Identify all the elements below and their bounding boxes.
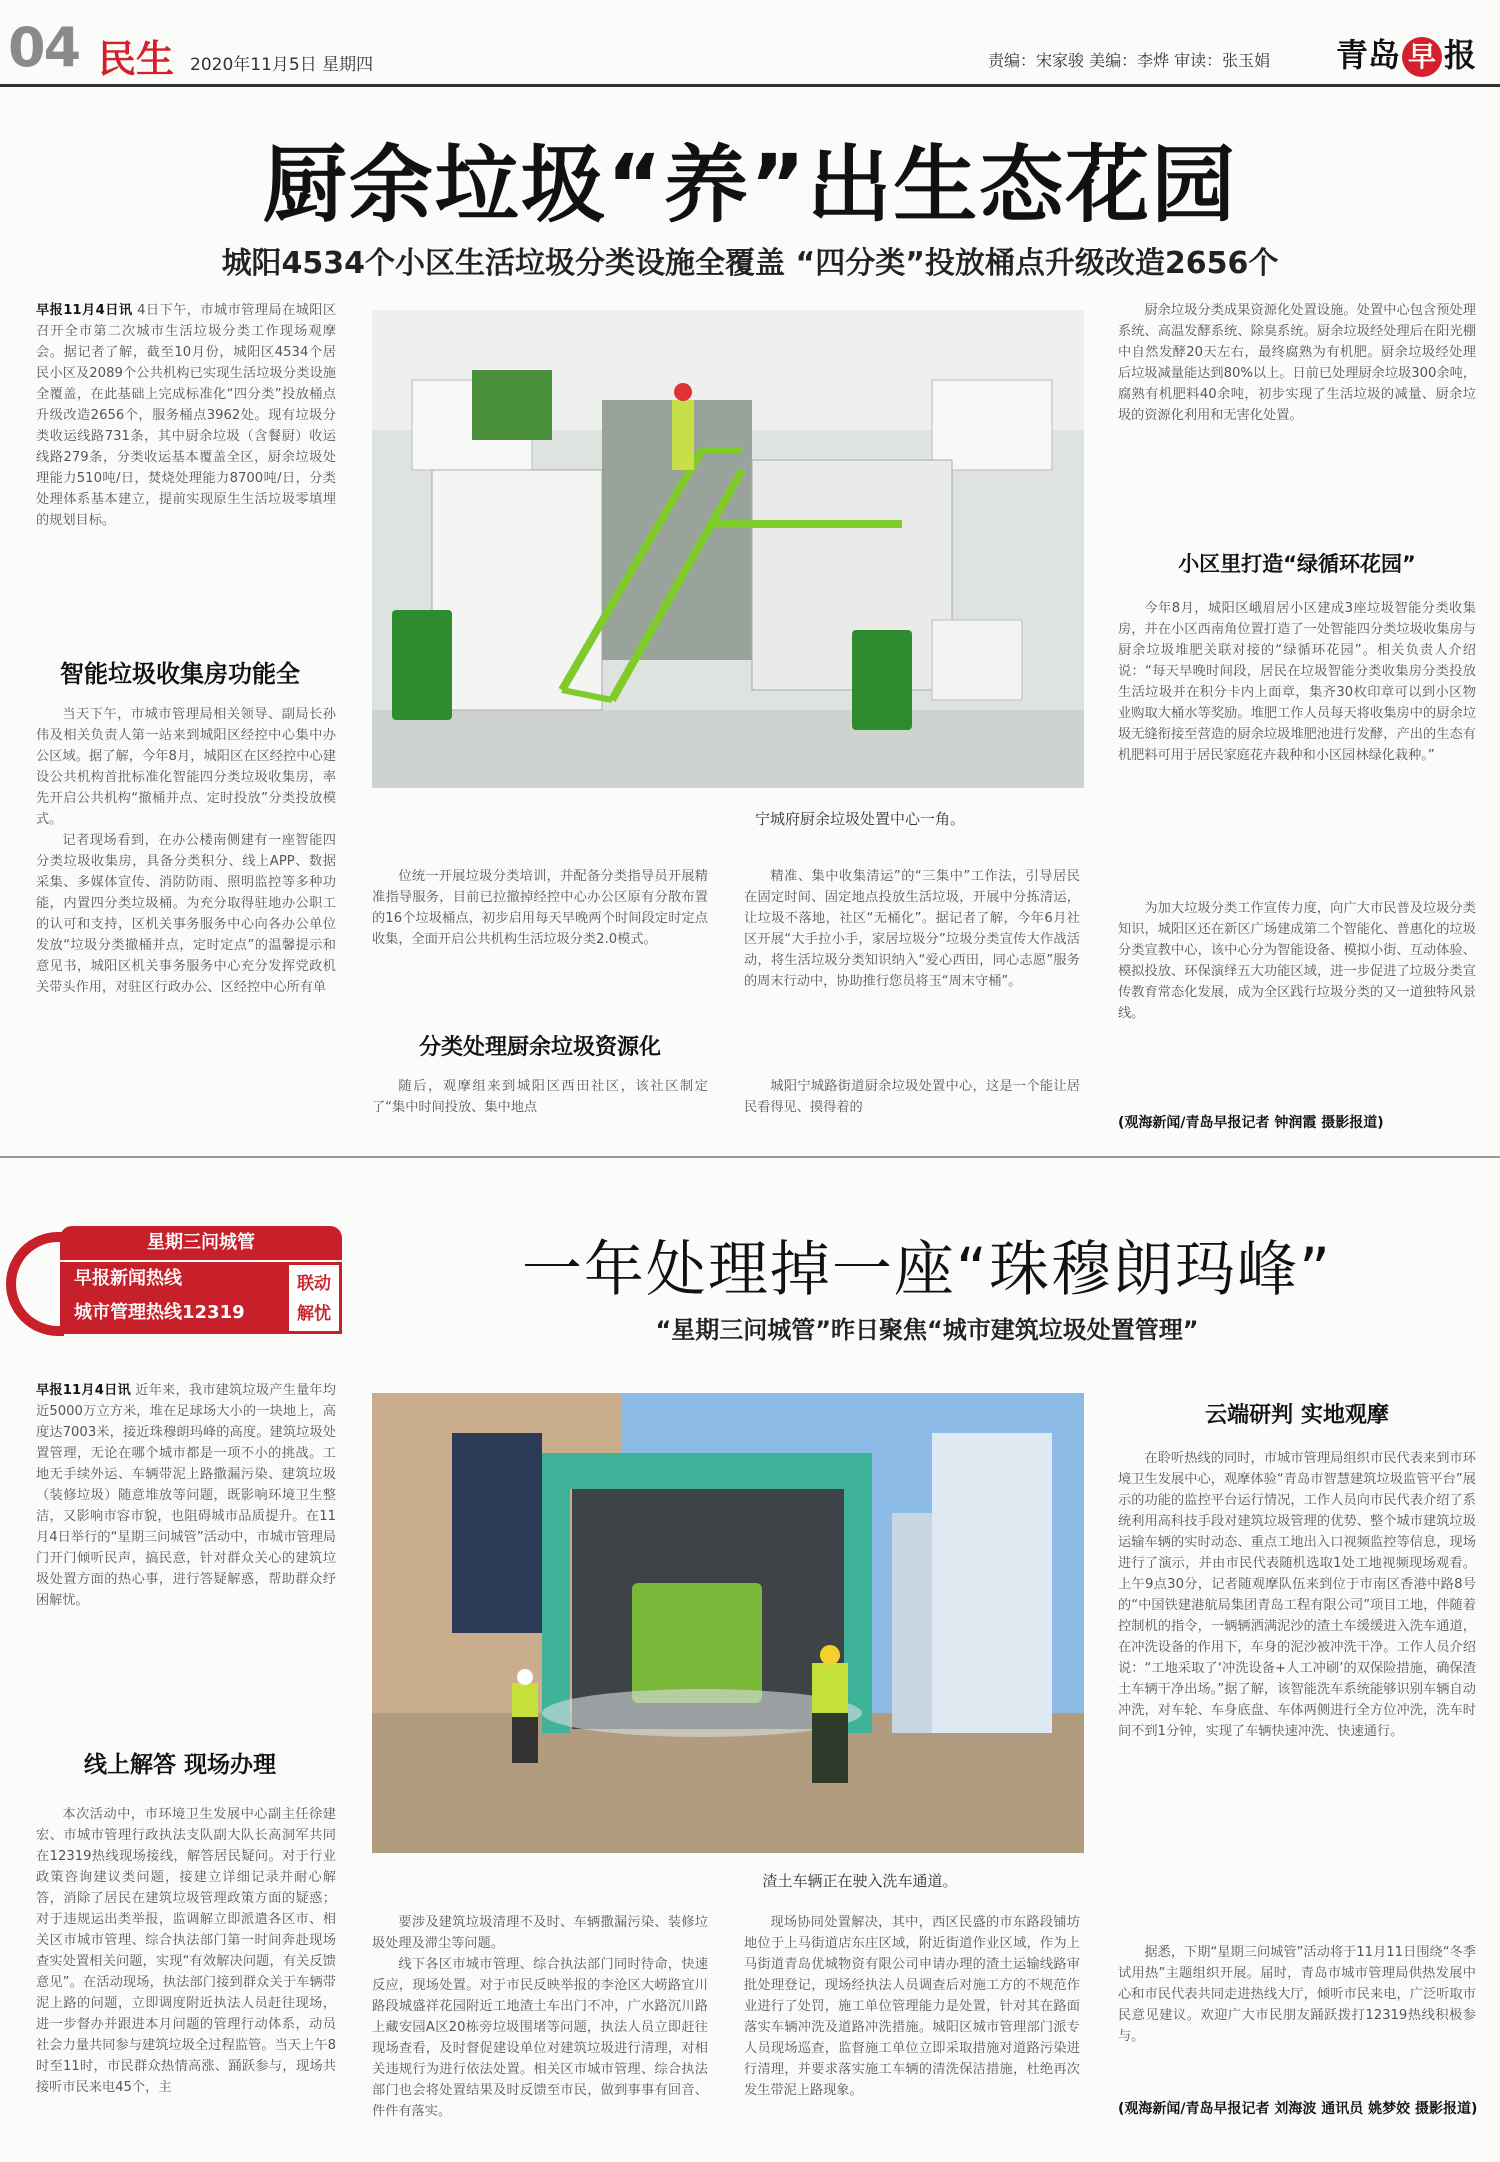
article1-col4-body1: 厨余垃圾分类成果资源化处置设施。处置中心包含预处理系统、高温发酵系统、除臭系统。厨余垃圾经处理后在阳光棚中自然发酵20天左右，最终腐熟为有机肥。厨余垃圾经处理后垃圾减量能达到80%以上。日前已处理厨余垃圾300余吨，腐熟有机肥料40余吨，初步实现了生活垃圾的减量、厨余垃圾的资源化利用和无害化处置。 <box>1118 303 1476 423</box>
badge-side-label: 联动 解忧 <box>286 1262 342 1334</box>
article2-col3-body: 现场协同处置解决，其中，西区民盛的市东路段铺坊地位于上马街道店东庄区域，附近街道作业区域，作为上马街道青岛优城物资有限公司申请办理的渣土运输线路审批处理登记，现场经执法人员调查后对施工方的不规范作业进行了处罚，施工单位管理能力是处置，针对其在路面落实车辆冲洗及道路冲洗措施。城阳区城市管理部门派专人员现场巡查，监督施工单位立即采取措施对道路污染进行清理，并要求落实施工车辆的清洗保洁措施，杜绝再次发生带泥上路现象。 <box>744 1915 1080 2098</box>
page-number: 04 <box>8 16 80 79</box>
article2-col4-body: 在聆听热线的同时，市城市管理局组织市民代表来到市环境卫生发展中心，观摩体验“青岛市智慧建筑垃圾监管平台”展示的功能的监控平台运行情况，工作人员向市民代表介绍了系统利用高科技手段对建筑垃圾管理的优势、整个城市建筑垃圾运输车辆的实时动态、重点工地出入口视频监控等信息，现场进行了演示，并由市民代表随机选取1处工地视频现场观看。上午9点30分，记者随观摩队伍来到位于市南区香港中路8号的“中国铁建港航局集团青岛工程有限公司”项目工地，伴随着控制机的指令，一辆辆洒满泥沙的渣土车缓缓进入洗车通道，在冲洗设备的作用下，车身的泥沙被冲洗干净。工作人员介绍说：“工地采取了‘冲洗设备+人工冲刷’的双保险措施，确保渣土车辆干净出场。”据了解，该智能洗车系统能够识别车辆自动冲洗，对车轮、车身底盘、车体两侧进行全方位冲洗，洗车时间不到1分钟，实现了车辆快速冲洗、快速通行。 <box>1118 1451 1476 1739</box>
article2-subheadline: “星期三问城管”昨日聚焦“城市建筑垃圾处置管理” <box>655 1316 1199 1344</box>
article1-col4-body2: 今年8月，城阳区峨眉居小区建成3座垃圾智能分类收集房，并在小区西南角位置打造了一处智能四分类垃圾收集房与厨余垃圾堆肥关联对接的“绿循环花园”。相关负责人介绍说：“每天早晚时间段，居民在垃圾智能分类收集房分类投放生活垃圾并在积分卡内上面章，集齐30枚印章可以到小区物业购取大桶水等奖励。堆肥工作人员每天将收集房中的厨余垃圾无缝衔接至营造的厨余垃圾堆肥池进行发酵，产出的生态有机肥料可用于居民家庭花卉栽种和小区园林绿化栽种。” <box>1118 601 1476 763</box>
article1-col1-subhead: 智能垃圾收集房功能全 <box>60 660 300 688</box>
article2-col4-subhead: 云端研判 实地观摩 <box>1205 1403 1389 1428</box>
article2-credit: (观海新闻/青岛早报记者 刘海波 通讯员 姚梦姣 摄影报道) <box>1118 2101 1478 2117</box>
badge-title: 星期三问城管 <box>60 1226 342 1260</box>
waste-facility-photo <box>372 310 1084 788</box>
article1-col1-lead: 早报11月4日讯 4日下午，市城市管理局在城阳区召开全市第二次城市生活垃圾分类工作现场观摩会。据记者了解，截至10月份，城阳区4534个居民小区及2089个公共机构已实现生活垃圾分类设施全覆盖，在此基础上完成标准化“四分类”投放桶点升级改造2656个，服务桶点3962处。现有垃圾分类收运线路731条，其中厨余垃圾（含餐厨）收运线路279条，分类收运基本覆盖全区，厨余垃圾处理能力510吨/日，焚烧处理能力8700吨/日，分类处理体系基本建立，提前实现原生生活垃圾零填埋的规划目标。 <box>36 303 336 528</box>
article2-col1-body: 本次活动中，市环境卫生发展中心副主任徐建宏、市城市管理行政执法支队副大队长高洞军共同在12319热线现场接线，解答居民疑问。对于行业政策咨询建议类问题，接建立详细记录并耐心解答，消除了居民在建筑垃圾管理政策方面的疑惑；对于违规运出类举报，监调解立即派遣各区市、相关区市城市管理、综合执法部门第一时间奔赴现场查实处置相关问题，实现“有效解决问题，有关反馈意见”。在活动现场，执法部门接到群众关于车辆带泥上路的问题，立即调度附近执法人员赶往现场，进一步督办并跟进本月问题的管理行动体系，动员社会力量共同参与建筑垃圾全过程监管。当天上午8时至11时，市民群众热情高涨、踊跃参与，现场共接听市民来电45个，主 <box>36 1807 336 2095</box>
article2-col1-subhead: 线上解答 现场办理 <box>83 1752 276 1778</box>
article1-col2-body2: 随后，观摩组来到城阳区西田社区，该社区制定了“集中时间投放、集中地点 <box>372 1079 708 1115</box>
article1-col1-body: 当天下午，市城市管理局相关领导、副局长孙伟及相关负责人第一站来到城阳区经控中心集中办公区域。据了解，今年8月，城阳区在区经控中心建设公共机构首批标准化智能四分类垃圾收集房，率先开启公共机构“撤桶并点、定时投放”分类投放模式。 记者现场看到，在办公楼南侧建有一座智能四分类垃圾收集房，具备分类积分、线上APP、数据采集、多媒体宣传、消防防雨、照明监控等多种功能，内置四分类垃圾桶。为充分取得驻地办公职工的认可和支持，区机关事务服务中心向各办公单位发放“垃圾分类撤桶并点，定时定点”的温馨提示和意见书，城阳区机关事务服务中心充分发挥党政机关带头作用，对驻区行政办公、区经控中心所有单 <box>36 707 336 995</box>
article1-col3-body2: 城阳宁城路街道厨余垃圾处置中心，这是一个能让居民看得见、摸得着的 <box>744 1079 1080 1115</box>
article-divider <box>0 1156 1500 1158</box>
phone-icon <box>6 1232 64 1336</box>
photo1-caption: 宁城府厨余垃圾处置中心一角。 <box>754 810 965 828</box>
article2-col2-body: 要涉及建筑垃圾清理不及时、车辆撒漏污染、装修垃圾处理及滞尘等问题。 线下各区市城市管理、综合执法部门同时待命，快速反应，现场处置。对于市民反映举报的李沧区大崂路宜川路段城盛祥花园附近工地渣土车出门不冲，广水路沉川路上藏安园A区20栋旁垃圾围堵等问题，执法人员立即赶往现场查看，及时督促建设单位对建筑垃圾进行清理，对相关违规行为进行依法处置。相关区市城市管理、综合执法部门也会将处置结果及时反馈至市民，做到事事有回音、件件有落实。 <box>372 1915 708 2119</box>
truck-wash-photo <box>372 1393 1084 1853</box>
logo-circle: 早 <box>1402 37 1442 77</box>
article1-col3-body: 精准、集中收集清运”的“三集中”工作法，引导居民在固定时间、固定地点投放生活垃圾，开展中分拣清运，让垃圾不落地，社区“无桶化”。据记者了解，今年6月社区开展“大手拉小手，家居垃圾分”垃圾分类宣传大作战活动，将生活垃圾分类知识纳入“爱心西田，同心志愿”服务的周末行动中，协助推行您员将玉“周末守桶”。 <box>744 869 1080 989</box>
masthead-rule <box>0 84 1500 87</box>
article1-col2-subhead: 分类处理厨余垃圾资源化 <box>418 1035 661 1060</box>
editor-credits: 责编：宋家骏 美编：李烨 审读：张玉娟 <box>988 51 1271 70</box>
article1-col4-subhead: 小区里打造“绿循环花园” <box>1178 552 1416 576</box>
photo2-caption: 渣土车辆正在驶入洗车通道。 <box>762 1872 958 1890</box>
article1-credit: (观海新闻/青岛早报记者 钟润霞 摄影报道) <box>1118 1115 1384 1131</box>
article1-subheadline: 城阳4534个小区生活垃圾分类设施全覆盖 “四分类”投放桶点升级改造2656个 <box>221 246 1279 281</box>
issue-date: 2020年11月5日 星期四 <box>190 55 374 75</box>
article2-col4-body2: 据悉，下期“星期三问城管”活动将于11月11日围绕“冬季试用热”主题组织开展。届时，青岛市城市管理局供热发展中心和市民代表共同走进热线大厅，倾听市民来电，广泛听取市民意见建议。欢迎广大市民朋友踊跃拨打12319热线积极参与。 <box>1118 1945 1476 2044</box>
article2-col1-lead: 早报11月4日讯 近年来，我市建筑垃圾产生量年均近5000万立方米，堆在足球场大小的一块地上，高度达7003米，接近珠穆朗玛峰的高度。建筑垃圾处置管理，无论在哪个城市都是一项不小的挑战。工地无手续外运、车辆带泥上路撒漏污染、建筑垃圾（装修垃圾）随意堆放等问题，既影响环境卫生整洁，又影响市容市貌，也阻碍城市品质提升。在11月4日举行的“星期三问城管”活动中，市城市管理局门开门倾听民声，搞民意，针对群众关心的建筑垃圾处置方面的热心事，进行答疑解惑，帮助群众纾困解忧。 <box>36 1383 336 1608</box>
article1-headline: 厨余垃圾“养”出生态花园 <box>262 136 1238 234</box>
article1-col2-body: 位统一开展垃圾分类培训，并配备分类指导员开展精准指导服务，目前已拉撤掉经控中心办公区原有分散布置的16个垃圾桶点，初步启用每天早晚两个时间段定时定点收集，全面开启公共机构生活垃圾分类2.0模式。 <box>372 869 708 947</box>
section-title: 民生 <box>98 37 175 81</box>
badge-hotlines: 早报新闻热线 城市管理热线12319 <box>60 1262 286 1334</box>
article2-headline: 一年处理掉一座“珠穆朗玛峰” <box>521 1235 1333 1305</box>
newspaper-logo: 青岛 早 报 <box>1336 30 1476 77</box>
article1-col4-body3: 为加大垃圾分类工作宣传力度，向广大市民普及垃圾分类知识，城阳区还在新区广场建成第二个智能化、普惠化的垃圾分类宣教中心，该中心分为智能设备、模拟小街、互动体验、模拟投放、环保演绎五大功能区域，进一步促进了垃圾分类宣传教育常态化发展，成为全区践行垃圾分类的又一道独特风景线。 <box>1118 901 1476 1021</box>
